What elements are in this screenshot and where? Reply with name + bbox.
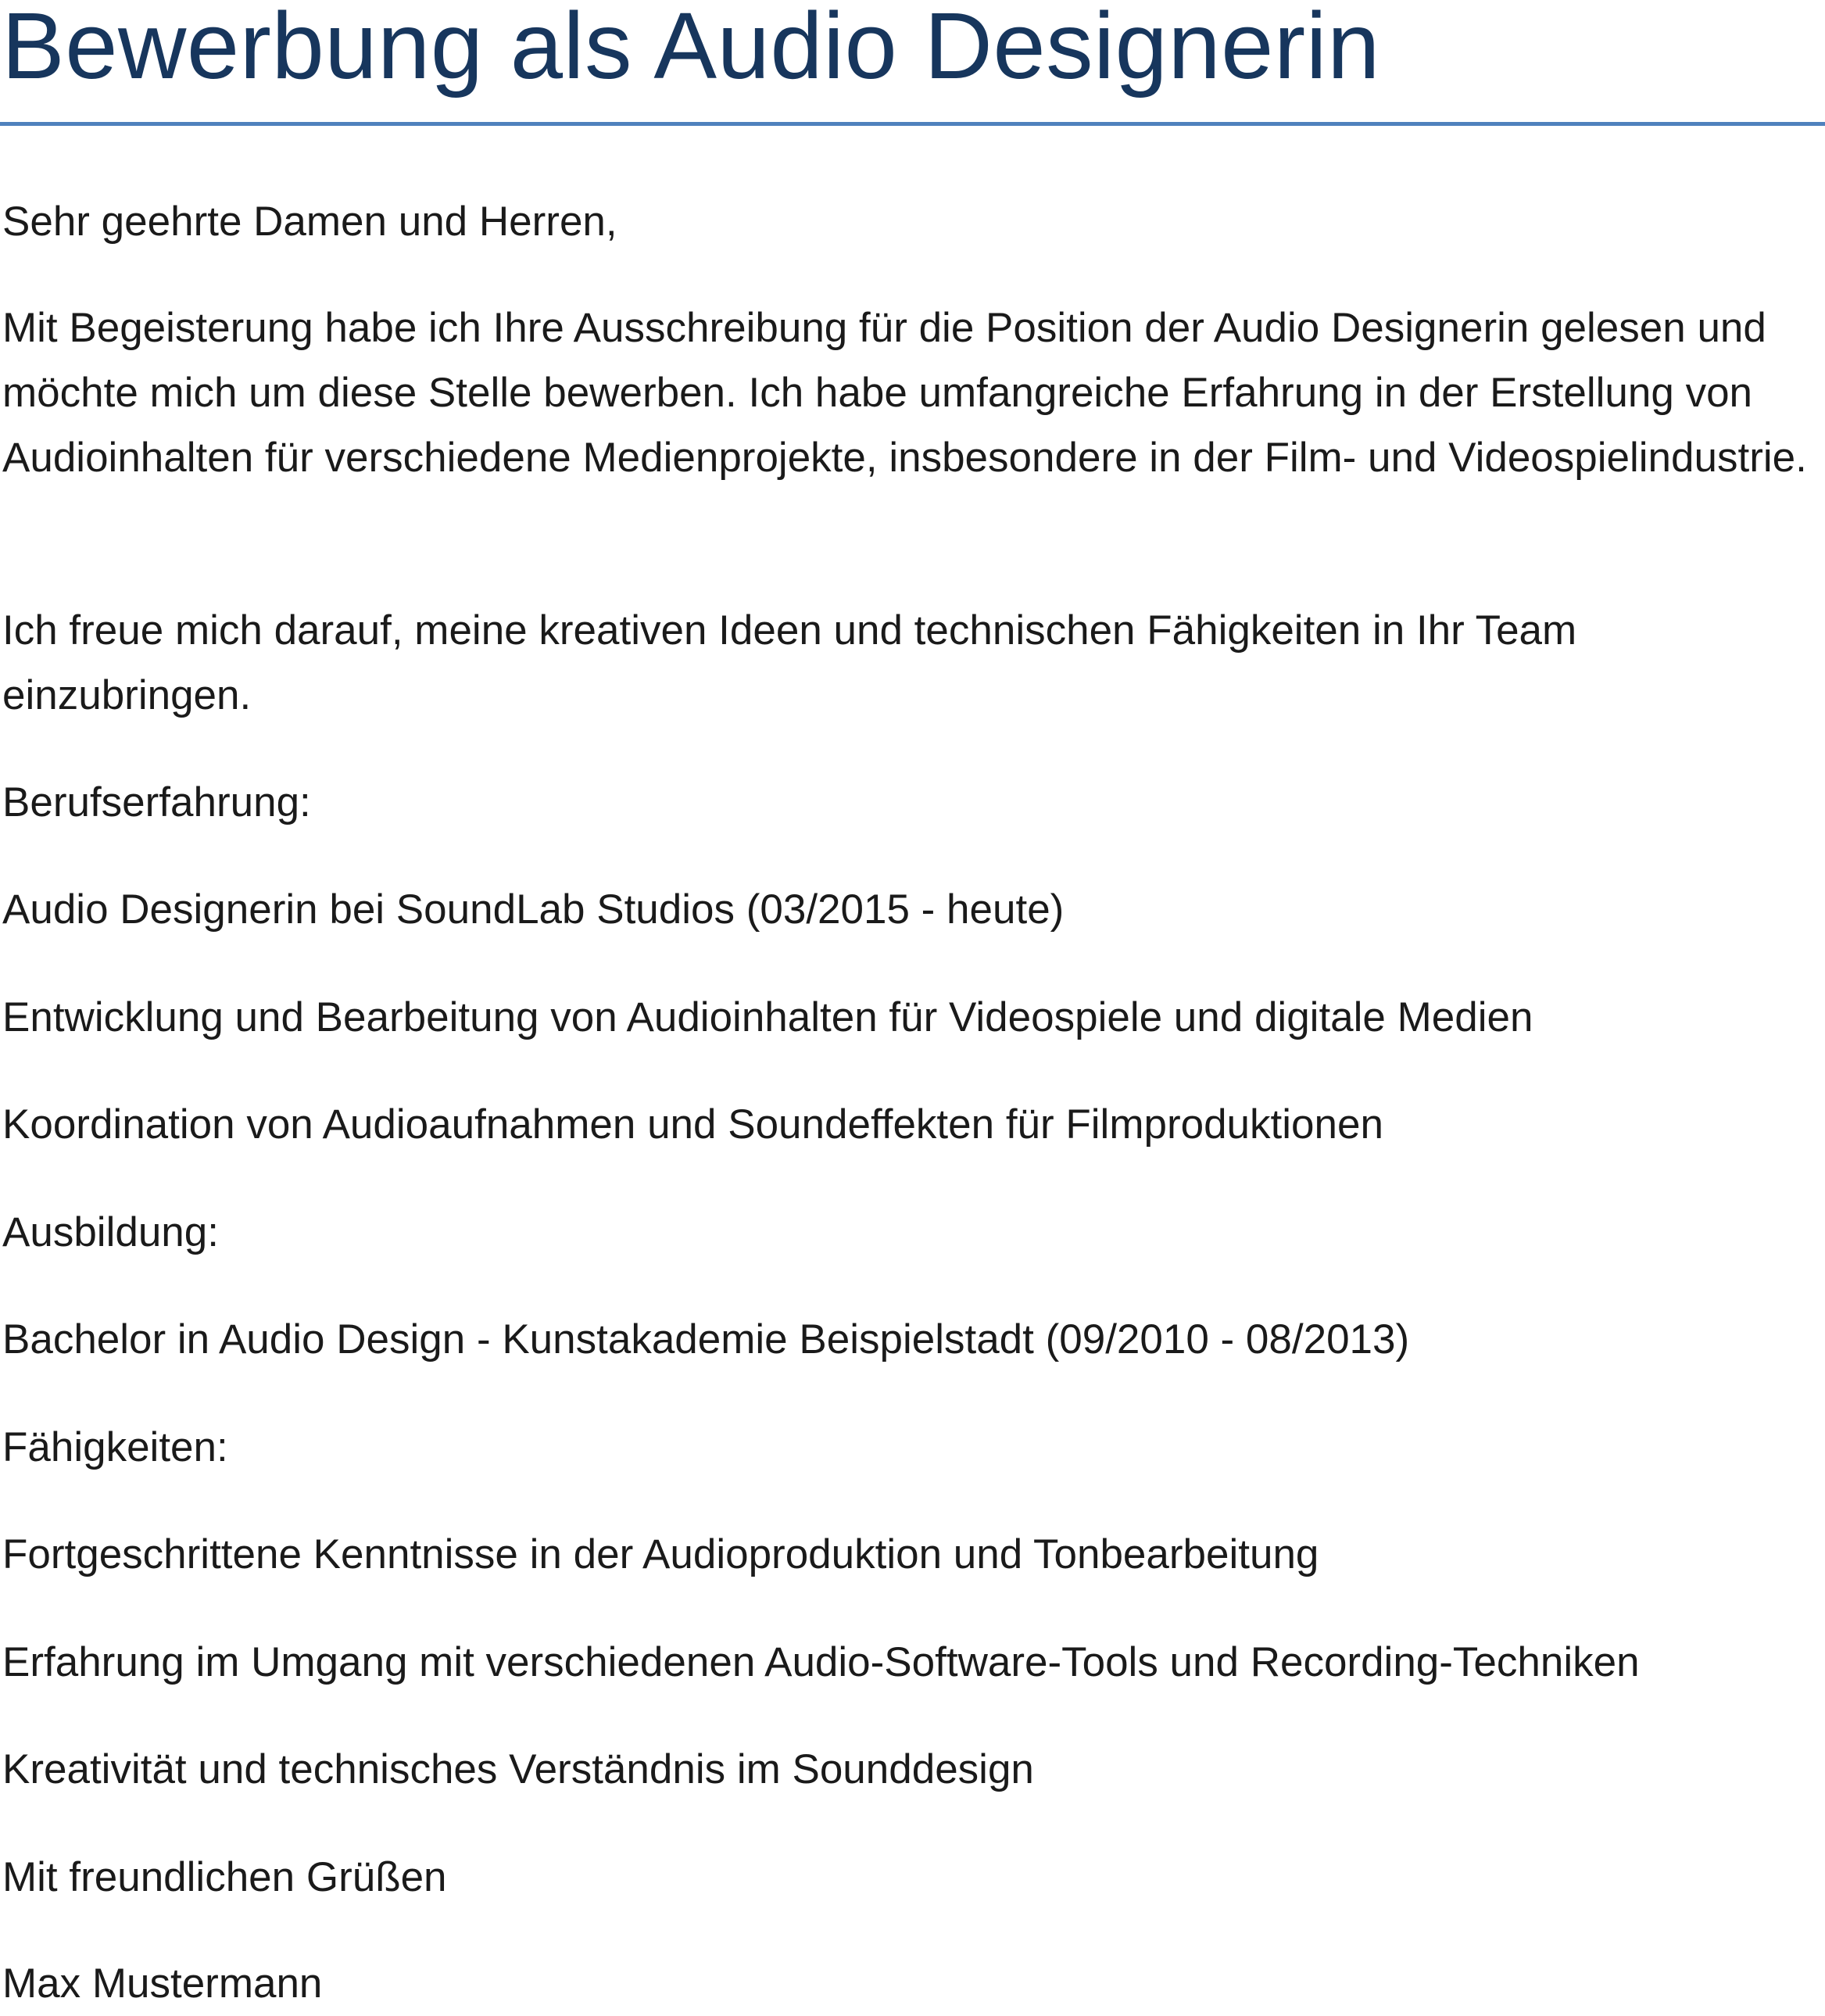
education-item: Bachelor in Audio Design - Kunstakademie Beispielstadt (09/2010 - 08/2013) — [2, 1316, 1410, 1363]
motivation-paragraph: Ich freue mich darauf, meine kreativen Ideen und technischen Fähigkeiten in Ihr Team einzubringen. — [2, 607, 1577, 718]
signature: Max Mustermann — [2, 1960, 323, 2007]
skill-item: Erfahrung im Umgang mit verschiedenen Audio-Software-Tools und Recording-Techniken — [2, 1639, 1640, 1685]
skill-item: Fortgeschrittene Kenntnisse in der Audioproduktion und Tonbearbeitung — [2, 1531, 1319, 1577]
intro-paragraph: Mit Begeisterung habe ich Ihre Ausschreibung für die Position der Audio Designerin gelesen und möchte mich um diese Stelle bewerben. Ich habe umfangreiche Erfahrung in der Erstellung von Audioinhalten für verschiedene Medienprojekte, insbesondere in der Film- und Videospielindustrie. — [2, 305, 1807, 481]
closing: Mit freundlichen Grüßen — [2, 1854, 447, 1900]
education-heading: Ausbildung: — [2, 1209, 219, 1255]
experience-heading: Berufserfahrung: — [2, 779, 311, 825]
experience-item: Entwicklung und Bearbeitung von Audioinhalten für Videospiele und digitale Medien — [2, 994, 1533, 1040]
experience-item: Audio Designerin bei SoundLab Studios (03/2015 - heute) — [2, 886, 1065, 933]
experience-item: Koordination von Audioaufnahmen und Soundeffekten für Filmproduktionen — [2, 1101, 1383, 1148]
salutation: Sehr geehrte Damen und Herren, — [2, 199, 617, 245]
document-title: Bewerbung als Audio Designerin — [2, 0, 1380, 98]
title-divider — [0, 122, 1825, 126]
skill-item: Kreativität und technisches Verständnis im Sounddesign — [2, 1746, 1034, 1792]
skills-heading: Fähigkeiten: — [2, 1424, 228, 1470]
